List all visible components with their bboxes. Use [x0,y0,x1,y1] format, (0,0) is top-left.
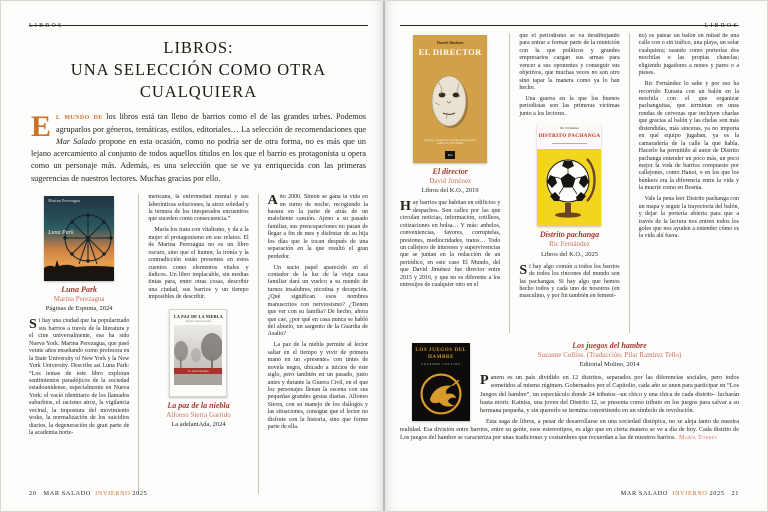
review-paragraph [29,318,129,437]
header-rule [29,25,368,26]
cover-author-text: Alfonso Sierra Garrido [185,320,212,324]
ferris-wheel-illustration [44,196,114,281]
section-header [29,14,368,29]
cover-title-text: LOS JUEGOS DEL HAMBRE [415,348,467,360]
review-paragraph [268,342,368,431]
review-paragraph [639,196,739,241]
drop-cap: H [400,199,411,215]
drop-cap: S [519,262,528,278]
article-title-line2: UNA SELECCIÓN COMO OTRA CUALQUIERA [70,59,327,101]
distrito-cover-wrap [519,124,619,226]
la-paz-cover-wrap [148,309,248,397]
distrito-book-cover [537,124,601,226]
cover-title-text: DISTRITO PACHANGA [538,132,601,139]
column-el-director [400,33,500,333]
review-paragraph [268,194,368,261]
paragraph-text: i hay algo común a todos los barrios de todos los rincones del mundo son las pachangas. Si hay algo que hemos hecho todos y cada uno de nosotros (en masculino, y por fin también en femeni- [519,263,620,300]
author-byline: María Torres [678,434,718,442]
fog-trees-illustration [174,325,222,385]
review-paragraph [268,265,368,339]
paragraph-text: ño 2000. Simón se gana la vida en un turno de noche, recogiendo la basura en la parte de atrás de un maloliente camión. Ajeno a su pasado familiar, sus preocupaciones no pasan de llegar a fin de mes y disfrutar de su hija los días que le tocan después de una separación en la que resultó el gran perdedor. [267,194,368,260]
book-title: Los juegos del hambre [572,341,647,350]
luna-park-cover-wrap [29,196,129,281]
paragraph-text: que el periodismo se va desdibujando para entrar a formar parte de la munición con la que políticos y grandes empresarios cargan sus armas para vencer a sus oponentes y conseguir sus objetivos, que muchas veces no son otro sino tapar la manera como ya lo han hecho. [519,33,620,92]
intro-paragraph [31,111,366,185]
cover-subtitle-text: Secretos e intrigas de la prensa narrados por el exdirector de El Mundo [424,138,477,146]
book-author: David Jiménez [429,177,472,185]
column-la-paz-review [258,194,368,494]
drop-cap: S [29,317,37,333]
cover-author-text: SUZANNE COLLINS [421,362,461,366]
paragraph-text: Vale la pena leer Distrito pachanga con un mapa y seguir la trayectoria del balón, y dejar la portería abierta para que a través de la lectura nos entren todos los goles que nos ayuden a entender cómo es la vida ahí fuera. [638,196,739,240]
magazine-name-italic: Mar Salado [56,136,96,146]
paragraph-text: ay barrios que habitan en edificios y despachos. Son calles por las que circulan noticias, información, cotilleos, cotizaciones en bolsa… Y más: anhelos, conveniencias, favores, corruptelas, presiones, mediocridades, tratos… Todo un callejero de intereses y supervivencias que se juntan en la redacción de un periódico, en este caso El Mundo, del que David Jiménez fue director entre 2015 y 2016, y que no es diferente a los entresijos de cualquier otro en el [400,200,501,289]
issue-year: 2025 [132,490,148,497]
magazine-name: MAR SALADO [43,490,91,497]
section-label: LIBROS [29,23,64,29]
column-distrito-cont [629,33,739,333]
intro-text: los libros está tan lleno de barrios como el de las grandes urbes. Podemos agruparlos por géneros, temáticas, estilos, editoriales… La selección de recomendaciones que [56,112,366,134]
paragraph-text: mericana, la enfermedad mental y sus laberínticas soluciones, la atroz soledad y la ternura de los inesperados encuentros que suceden como consecuencia.” [148,194,249,223]
el-director-book-cover [413,35,487,163]
section-label: LIBROS [704,23,739,29]
page-gutter [383,1,385,511]
section-header [400,14,739,29]
page-right [384,1,767,511]
review-paragraph [148,194,248,224]
publisher-logo: KO [445,151,455,159]
article-title [29,37,368,102]
column-distrito-pachanga [509,33,619,333]
feature-los-juegos [400,341,739,467]
intro-drop-cap: E [31,110,52,144]
paragraph-text: La paz de la niebla permite al lector saltar en el tiempo y vivir de primera mano en un «presente» con tintes de novela negra, ubicado a inicios de este siglo, pero también en un pasado, justo antes y durante la Guerra Civil, en el que los personajes llenan la escena con sus pequeñas grandes gestas diarias. Alfonso Sierra, con su manejo de los diálogos y las situaciones, consigue que el lector no disfrute con la historia, sino que forme parte de ella. [267,342,368,431]
column-luna-park [29,194,129,494]
review-paragraph [400,200,500,289]
article-title-line1: LIBROS: [163,38,234,57]
cover-author-text: Marina Perezagua [48,198,81,204]
issue-year: 2025 [709,490,725,497]
book-publisher: Libros del K.O., 2025 [540,250,599,258]
book-publisher: Libros del K.O., 2019 [421,187,479,195]
cover-title-text: LA PAZ DE LA NIEBLA [173,313,224,319]
paragraph-text: no) es patear un balón en mitad de una calle con o sin tráfico, una playa, un solar cualquiera; usando como porterías dos mochilas o las propias chanclas; eligiendo jugadores a nones y pares o a pieses. [638,33,739,77]
soccer-ball-globe-illustration [537,149,601,226]
paragraph-text: María los trata con vitalismo, y da a la mujer el protagonismo en sus relatos. El de Marina Perezagua no es un libro oscuro, sino que el humor, la ironía y la contradicción están presentes en estos cuentos como elementos vitales y lúdicos. Un libro implacable, sin medias tintas para, entre otras cosas, describir una ciudad, sus barrios y un tiempo imposibles de describir. [148,227,249,301]
book-title: Luna Park [61,285,98,295]
paragraph-text: anem es un país dividido en 12 distritos, separados por las diferencias sociales, pero todos sometidos al mismo régimen. Gobernados por el Capitolio, cada año se unen para participar en “Los Juegos del hambre”, un espectáculo donde 24 tributos –un chico y una chica de cada distrito– lucharán hasta morir. Katniss, una joven del Distrito 12, se presenta como tributo en los juegos para salvar a su hermana pequeña, y sin quererlo se termina convirtiendo en un símbolo de revolución. [480,374,739,414]
juegos-book-cover [412,343,470,421]
issue-season: INVIERNO [95,490,131,497]
book-publisher: La adelantAda, 2024 [171,420,226,428]
page-footer-left [29,490,147,497]
right-page-columns [400,33,739,333]
book-author: Marina Perezagua [53,295,105,304]
review-paragraph [400,418,739,442]
book-title: Distrito pachanga [539,230,600,240]
cover-divider [552,143,588,144]
paragraph-text: Esta saga de libros, a pesar de desarrollarse en una sociedad distópica, no se aleja tanto de nuestra realidad. Esa división entre barrios, entre su gente, esos estereotipos, es algo que en cierta manera se ve a día de hoy. Cada distrito de Los juegos del hambre se caracteriza por unas tradiciones y costumbres que recuerdan a las de nuestros barrios. [400,418,739,442]
intro-lead-in: l mundo de [56,112,103,122]
intro-text-continued: propone en esta ocasión, como no podría ser de otra forma, no es más que un lejano acercamiento al conjunto de todos aquellos títulos en los que el barrio es protagonista u opera como un personaje más. Además, es una selección que se ve ya enriquecida con las primeras sugerencias de nuestros lectores. Muchas gracias por ello. [31,136,366,183]
review-paragraph [519,96,619,118]
book-title: El director [432,167,468,176]
review-paragraph [148,227,248,301]
el-director-cover-wrap [400,35,500,163]
book-author: Suzanne Collins. (Traducción: Pilar Ramírez Tello) [537,351,682,359]
el-director-caption [400,167,500,195]
luna-park-caption [29,285,129,313]
la-paz-book-cover [169,309,227,397]
review-paragraph [519,33,619,93]
page-number: 21 [731,490,739,497]
book-publisher: Editorial Molino, 2014 [579,361,640,369]
drop-cap: A [267,194,278,209]
review-paragraph [639,33,739,78]
paragraph-text: Ric Fernández lo sabe y por eso ha recorrido Eurasia con un balón en la mochila con el que organizar pachanguitas, que terminan en unas rondas de cervezas que incluyen charlas que gracias al balón y las chelas son más distendidas, más sinceras, ya no importa en qué equipo jugaban, ya es la camaradería de la calle la que habla. Hacerlo ha permitido al autor de Distrito pachanga entender un poco más, un poco mejor la vida de barrios compuesto por callejones, como Hanoi, o en los que los búnkers era la diferencia entre la vida y la muerte como en Bosnia. [638,81,739,192]
cover-title-text: EL DIRECTOR [418,47,482,57]
mockingjay-emblem [412,369,470,419]
page-footer-right [621,490,739,497]
cover-author-text: Ric Fernández [560,126,579,131]
issue-season: INVIERNO [672,490,708,497]
publisher-band: la adelantAda [174,368,222,374]
cover-title-text: Luna Park [48,230,74,237]
book-author: Ric Fernández [549,240,590,249]
drop-cap: P [480,373,489,389]
book-publisher: Páginas de Espuma, 2024 [45,305,113,313]
header-rule [400,25,739,26]
review-paragraph [639,81,739,193]
paragraph-text: i hay una ciudad que ha popularizado sus barrios a través de la literatura y el cine universalmente, esa ha sido Nueva York. Marina Perezagua, que pasó veinte años enseñando como profesora en la State University of New York y la New York University. Describe así Luna Park: “Los temas de este libro exploran sentimientos paradójicos de la sociedad estadounidense, especialmente en Nueva York: el vacío identitario de los llamados suburbios, el racismo atroz, la vigilancia vecinal, la impostura del movimiento woke, la normalización de los suicidios diarios, la degeneración de gran parte de la academia norte- [29,318,130,437]
review-paragraph [519,264,619,301]
paragraph-text: Un sucio papel aparecido en el contador de la luz de la vieja casa familiar dará un vuelco a su mundo de turnos insalubres, nicotina y decepción. ¿Qué significan esos nombres manuscritos con nerviosismo? ¿Tienen que ver con su familia? De hecho, ahora que cae, ¿por qué en casa nunca se habló del abuelo, un sargento de la Guardia de Asalto? [267,264,368,338]
page-left [1,1,384,511]
la-paz-caption [148,401,248,429]
book-author: Alfonso Sierra Garrido [166,410,231,419]
page-number: 20 [29,490,37,497]
distrito-caption [519,230,619,258]
cover-author-text: David Jiménez [436,40,464,45]
left-page-columns [29,194,368,494]
column-luna-park-cont [138,194,248,494]
magazine-name: MAR SALADO [620,490,669,497]
book-title: La paz de la niebla [167,400,230,410]
foggy-landscape-photo [174,325,222,385]
luna-park-book-cover [44,196,114,281]
paragraph-text: Una guerra en la que los buenos periodistas son las primeras víctimas junto a los lectores. [519,96,620,117]
